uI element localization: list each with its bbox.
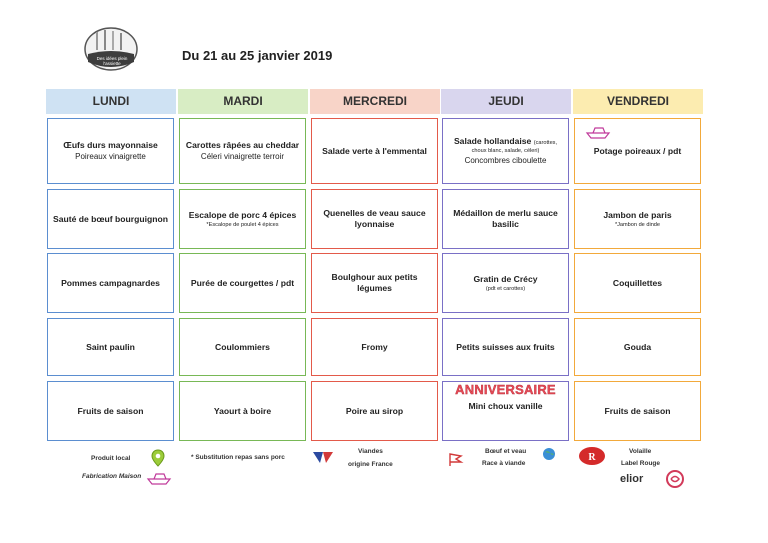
- day-header-mardi: MARDI: [178, 89, 308, 114]
- dish-secondary: Poireaux vinaigrette: [75, 152, 146, 161]
- legend-maison: Fabrication Maison: [82, 473, 142, 480]
- menu-cell: [574, 381, 701, 441]
- menu-cell: [179, 118, 306, 184]
- legend-volaille-2: Label Rouge: [621, 460, 661, 467]
- menu-cell: [574, 253, 701, 313]
- menu-cell: [311, 318, 438, 376]
- menu-cell: [442, 189, 569, 249]
- logo-text: Des idées plein l'assiette: [96, 56, 128, 66]
- legend-viandes-1: Viandes: [358, 448, 383, 455]
- anniversaire-banner: ANNIVERSAIRE: [455, 382, 556, 397]
- menu-cell: [442, 318, 569, 376]
- dish-note: (pdt et carottes): [485, 285, 526, 292]
- menu-cell: [179, 381, 306, 441]
- dish-name-text: Salade hollandaise: [453, 136, 532, 146]
- dish-name: Yaourt à boire: [213, 405, 272, 416]
- dish-name: Coquillettes: [612, 277, 663, 288]
- dish-name: Gratin de Crécy: [473, 273, 538, 284]
- dish-note: (carottes,: [533, 140, 558, 146]
- menu-cell: [311, 381, 438, 441]
- menu-cell: [574, 189, 701, 249]
- dish-secondary: Concombres ciboulette: [464, 156, 547, 165]
- dish-note: *Escalope de poulet 4 épices: [206, 221, 279, 228]
- dish-name: Boulghour aux petits légumes: [331, 272, 418, 293]
- page-title: Du 21 au 25 janvier 2019: [182, 48, 333, 63]
- cow-flag-icon: [448, 452, 464, 468]
- menu-cell: [179, 253, 306, 313]
- legend-substitution: * Substitution repas sans porc: [191, 454, 285, 461]
- dish-name: Petits suisses aux fruits: [456, 341, 555, 352]
- label-rouge-icon: [578, 446, 606, 466]
- menu-cell: [47, 381, 174, 441]
- dish-name: Fruits de saison: [604, 405, 671, 416]
- dish-name: Gouda: [623, 341, 652, 352]
- viandes-france-icon: [312, 450, 334, 464]
- dish-name: Œufs durs mayonnaise: [63, 140, 158, 150]
- menu-cell: [442, 381, 569, 441]
- dish-name: Coulommiers: [215, 341, 270, 352]
- elior-logo-icon: [666, 470, 684, 488]
- menu-cell: [574, 118, 701, 184]
- menu-cell: [47, 118, 174, 184]
- menu-cell: [442, 118, 569, 184]
- dish-name: [454, 136, 557, 147]
- dish-note: choux blanc, salade, céleri): [471, 148, 540, 154]
- dish-icon: [146, 471, 172, 485]
- menu-cell: [311, 253, 438, 313]
- menu-cell: [574, 318, 701, 376]
- menu-cell: [442, 253, 569, 313]
- dish-name: Sauté de bœuf bourguignon: [52, 213, 169, 224]
- globe-icon: [542, 447, 556, 461]
- menu-cell: [311, 118, 438, 184]
- day-header-vendredi: VENDREDI: [573, 89, 703, 114]
- legend-boeuf-2: Race à viande: [482, 460, 526, 467]
- dish-note: *Jambon de dinde: [614, 221, 661, 228]
- fabrication-maison-icon: [585, 125, 611, 139]
- dish-name: Salade verte à l'emmental: [322, 145, 427, 156]
- legend-volaille-1: Volaille: [629, 448, 652, 455]
- menu-cell: [47, 189, 174, 249]
- menu-cell: [47, 318, 174, 376]
- brand-text: elior: [620, 473, 644, 485]
- pin-icon: [151, 449, 165, 467]
- svg-text:R: R: [588, 452, 596, 463]
- brand-elior: [620, 473, 643, 485]
- dish-name: Escalope de porc 4 épices: [188, 209, 297, 220]
- dish-name: Médaillon de merlu sauce basilic: [453, 208, 558, 229]
- legend-local: Produit local: [91, 455, 131, 462]
- dish-secondary: Céleri vinaigrette terroir: [200, 152, 285, 161]
- menu-cell: [179, 189, 306, 249]
- dish-name: Saint paulin: [86, 341, 135, 352]
- day-header-lundi: LUNDI: [46, 89, 176, 114]
- menu-cell: [179, 318, 306, 376]
- dish-name: Pommes campagnardes: [61, 277, 160, 288]
- day-header-jeudi: JEUDI: [441, 89, 571, 114]
- dish-name: Fromy: [361, 341, 388, 352]
- dish-name: Mini choux vanille: [468, 401, 543, 411]
- dish-name: Jambon de paris: [603, 209, 672, 220]
- legend-boeuf-1: Bœuf et veau: [485, 448, 527, 455]
- dish-name: Carottes râpées au cheddar: [185, 140, 300, 150]
- dish-name: Purée de courgettes / pdt: [190, 277, 295, 288]
- dish-name: Fruits de saison: [77, 405, 144, 416]
- dish-name: Poire au sirop: [345, 405, 404, 416]
- menu-cell: [311, 189, 438, 249]
- dish-name: Quenelles de veau sauce lyonnaise: [323, 208, 426, 229]
- legend-viandes-2: origine France: [348, 461, 393, 468]
- menu-cell: [47, 253, 174, 313]
- day-header-mercredi: MERCREDI: [310, 89, 440, 114]
- dish-name: Potage poireaux / pdt: [593, 145, 682, 156]
